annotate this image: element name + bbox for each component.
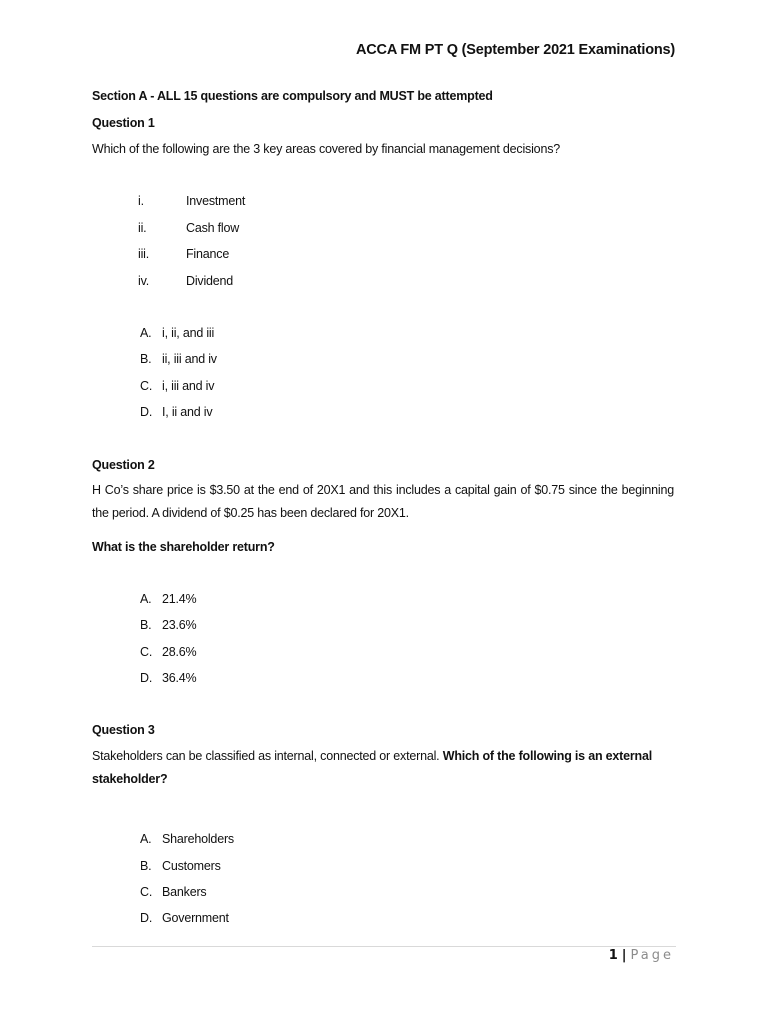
option-letter: C. <box>140 885 153 899</box>
option-letter: D. <box>140 405 153 419</box>
item-text: Finance <box>186 247 230 261</box>
question-3-option <box>140 859 221 873</box>
document-header-title: ACCA FM PT Q (September 2021 Examinations) <box>356 42 675 58</box>
question-1-item <box>138 221 239 235</box>
option-letter: C. <box>140 645 153 659</box>
page-number: 1 <box>608 948 618 963</box>
page-footer <box>609 948 674 963</box>
option-text: i, iii and iv <box>162 379 215 393</box>
question-2-option <box>140 592 196 606</box>
question-1-item <box>138 274 233 288</box>
question-3-option <box>140 832 234 846</box>
question-2-prompt: What is the shareholder return? <box>92 540 275 554</box>
option-text: Shareholders <box>162 832 234 846</box>
option-text: 28.6% <box>162 645 197 659</box>
question-1-heading: Question 1 <box>92 116 155 130</box>
option-letter: A. <box>140 326 152 340</box>
option-text: i, ii, and iii <box>162 326 215 340</box>
option-letter: D. <box>140 911 153 925</box>
question-1-item <box>138 247 229 261</box>
question-3-stem: Stakeholders can be classified as internal, connected or external. <box>92 749 440 763</box>
footer-divider <box>92 946 676 947</box>
option-letter: B. <box>140 618 152 632</box>
option-letter: B. <box>140 859 152 873</box>
question-3-option <box>140 911 229 925</box>
option-letter: B. <box>140 352 152 366</box>
option-letter: A. <box>140 592 152 606</box>
item-text: Dividend <box>186 274 234 288</box>
section-heading: Section A - ALL 15 questions are compulsory and MUST be attempted <box>92 89 493 103</box>
page-label: Page <box>630 948 674 963</box>
question-1-option <box>140 352 217 366</box>
question-3-prompt: Which of the following is an external stakeholder? <box>92 749 652 786</box>
option-text: 36.4% <box>162 671 197 685</box>
option-text: 23.6% <box>162 618 197 632</box>
item-number: i. <box>138 194 144 208</box>
option-text: 21.4% <box>162 592 197 606</box>
item-text: Cash flow <box>186 221 240 235</box>
question-1-option <box>140 326 214 340</box>
question-2-stem: H Co’s share price is $3.50 at the end of 20X1 and this includes a capital gain of $0.75 since the beginning the period. A dividend of $0.25 has been declared for 20X1. <box>92 483 674 520</box>
option-letter: A. <box>140 832 152 846</box>
option-text: I, ii and iv <box>162 405 213 419</box>
option-text: Customers <box>162 859 221 873</box>
question-2-option <box>140 618 196 632</box>
option-letter: C. <box>140 379 153 393</box>
footer-separator: | <box>621 948 627 963</box>
item-number: iii. <box>138 247 150 261</box>
item-number: iv. <box>138 274 149 288</box>
question-3-text <box>92 745 652 791</box>
option-letter: D. <box>140 671 153 685</box>
question-1-option <box>140 379 214 393</box>
option-text: ii, iii and iv <box>162 352 217 366</box>
question-2-option <box>140 671 196 685</box>
question-1-item <box>138 194 245 208</box>
option-text: Bankers <box>162 885 207 899</box>
question-3-option <box>140 885 206 899</box>
question-2-heading: Question 2 <box>92 458 155 472</box>
question-2-option <box>140 645 196 659</box>
question-1-option <box>140 405 212 419</box>
option-text: Government <box>162 911 229 925</box>
question-3-heading: Question 3 <box>92 723 155 737</box>
question-1-stem: Which of the following are the 3 key areas covered by financial management decisions? <box>92 142 560 156</box>
item-text: Investment <box>186 194 246 208</box>
item-number: ii. <box>138 221 147 235</box>
